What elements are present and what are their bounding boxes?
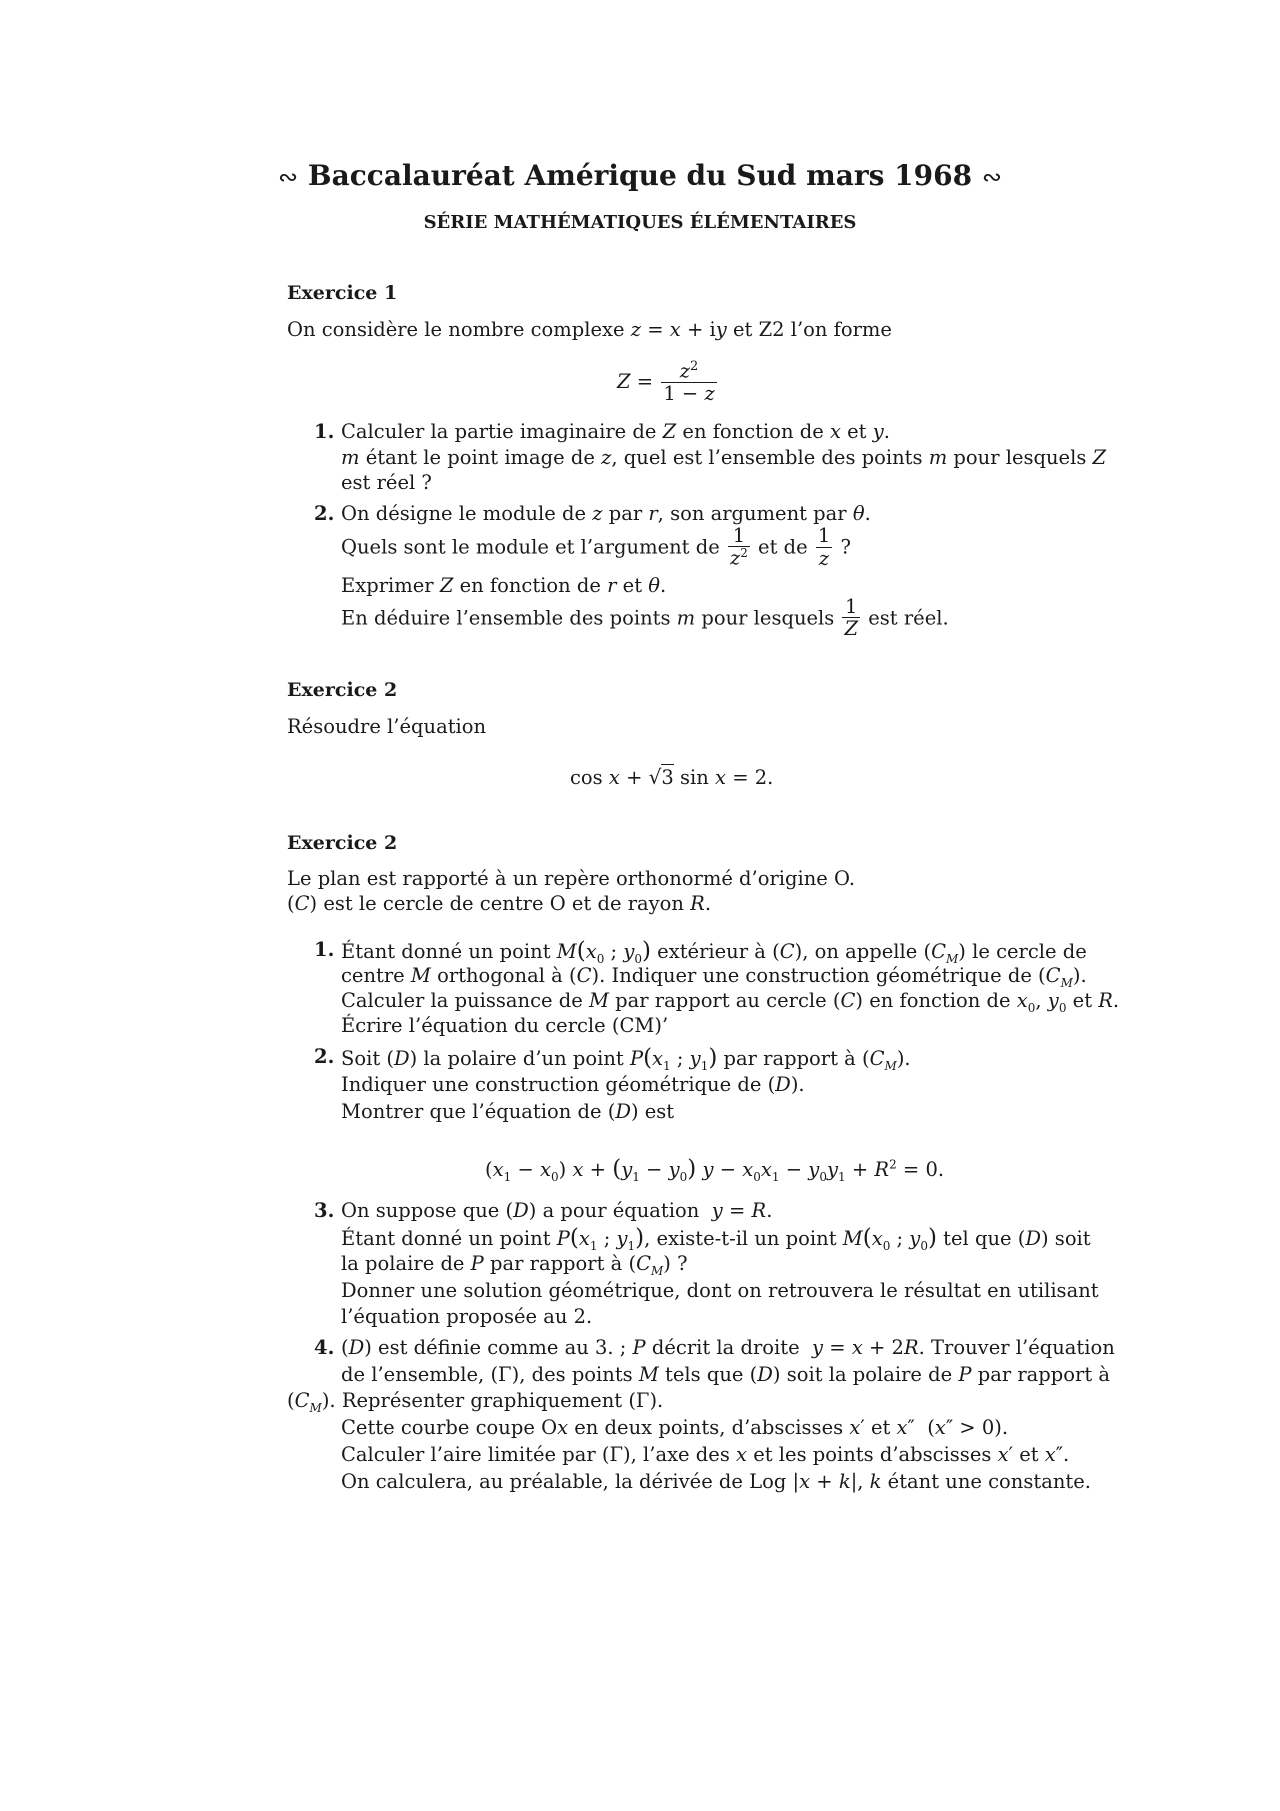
ex3-q4-line1: (D) est définie comme au 3. ; P décrit la droite y = x + 2R. Trouver l’équation [341, 1336, 1115, 1359]
ex1-q2-line4: En déduire l’ensemble des points m pour lesquels $\frac{1}{Z}$ est réel. [341, 595, 949, 641]
ex1-q2-line1: On désigne le module de z par r, son argument par θ. [341, 502, 871, 525]
exercise-2-formula: cos x + √3 sin x = 2. [570, 765, 774, 789]
ex3-q1-line1: Étant donné un point $M(x_0$ ; $y_0$) extérieur à (C), on appelle $(C_M)$ le cercle de [341, 938, 1087, 966]
exercise-1-heading: Exercice 1 [287, 282, 398, 304]
ex3-q3-number: 3. [314, 1199, 335, 1222]
exercise-2-heading: Exercice 2 [287, 679, 398, 701]
exercise-1-formula: Z = $\frac{z^2}{1 - z}$ [617, 359, 715, 405]
ornament-right-icon: ∾ [981, 163, 1002, 191]
ex3-q4-line6: On calculera, au préalable, la dérivée de Log |x + k|, k étant une constante. [341, 1470, 1091, 1493]
page-title [0, 159, 1280, 192]
ex3-q3-line2: Étant donné un point $P(x_1$ ; $y_1$), existe-t-il un point $M(x_0$ ; $y_0$) tel que (D) soit [341, 1225, 1091, 1253]
ex3-q1-line4: Écrire l’équation du cercle (CM)’ [341, 1014, 669, 1037]
page-subtitle: SÉRIE MATHÉMATIQUES ÉLÉMENTAIRES [423, 212, 857, 233]
ex1-q1-number: 1. [314, 420, 335, 443]
exercise-2-intro: Résoudre l’équation [287, 715, 487, 738]
ex3-q2-line3: Montrer que l’équation de (D) est [341, 1100, 675, 1123]
ex1-q2-line2: Quels sont le module et l’argument de $\frac{1}{z^2}$ et de $\frac{1}{z}$ ? [341, 524, 851, 570]
ex3-q2-line2: Indiquer une construction géométrique de (D). [341, 1073, 805, 1096]
exercise-3-heading: Exercice 2 [287, 832, 398, 854]
ex3-q4-line3: $(C_M)$. Représenter graphiquement (Γ). [287, 1389, 664, 1415]
ex1-q2-line3: Exprimer Z en fonction de r et θ. [341, 574, 667, 597]
ex3-q4-line5: Calculer l’aire limitée par (Γ), l’axe des x et les points d’abscisses x′ et x″. [341, 1443, 1070, 1466]
exercise-3-intro-2: (C) est le cercle de centre O et de rayon R. [287, 892, 712, 915]
ex3-q3-line1: On suppose que (D) a pour équation y = R. [341, 1199, 773, 1222]
ex1-q1-line1: Calculer la partie imaginaire de Z en fonction de x et y. [341, 420, 890, 443]
title-text: Baccalauréat Amérique du Sud mars 1968 [307, 159, 973, 192]
ex3-q2-formula: $(x_1 - x_0) x + (y_1 - y_0) y - x_0x_1 - y_0y_1 + R^2 = 0$. [485, 1156, 945, 1184]
exercise-3-intro-1: Le plan est rapporté à un repère orthonormé d’origine O. [287, 867, 856, 890]
ex3-q1-line2: centre M orthogonal à (C). Indiquer une construction géométrique de $(C_M)$. [341, 964, 1087, 990]
ex3-q4-line4: Cette courbe coupe Ox en deux points, d’abscisses x′ et x″ (x″ > 0). [341, 1416, 1009, 1439]
ex3-q1-line3: Calculer la puissance de M par rapport au cercle (C) en fonction de $x_0$, $y_0$ et R. [341, 989, 1120, 1015]
ex3-q1-number: 1. [314, 938, 335, 961]
ex3-q3-line4: Donner une solution géométrique, dont on retrouvera le résultat en utilisant [341, 1279, 1099, 1302]
ex3-q3-line5: l’équation proposée au 2. [341, 1305, 593, 1328]
ex3-q4-line2: de l’ensemble, (Γ), des points M tels que (D) soit la polaire de P par rapport à [341, 1363, 1110, 1386]
ex1-q2-number: 2. [314, 502, 335, 525]
ex3-q3-line3: la polaire de P par rapport à $(C_M)$ ? [341, 1252, 688, 1278]
ex3-q2-number: 2. [314, 1045, 335, 1068]
ex3-q4-number: 4. [314, 1336, 335, 1359]
exercise-1-intro: On considère le nombre complexe z = x + iy et Z2 l’on forme [287, 318, 892, 341]
ex1-q1-line2: m étant le point image de z, quel est l’ensemble des points m pour lesquels Z [341, 446, 1107, 469]
ornament-left-icon: ∾ [278, 163, 299, 191]
ex3-q2-line1: Soit (D) la polaire d’un point $P(x_1$ ; $y_1$) par rapport à $(C_M)$. [341, 1045, 911, 1073]
ex1-q1-line3: est réel ? [341, 471, 432, 494]
